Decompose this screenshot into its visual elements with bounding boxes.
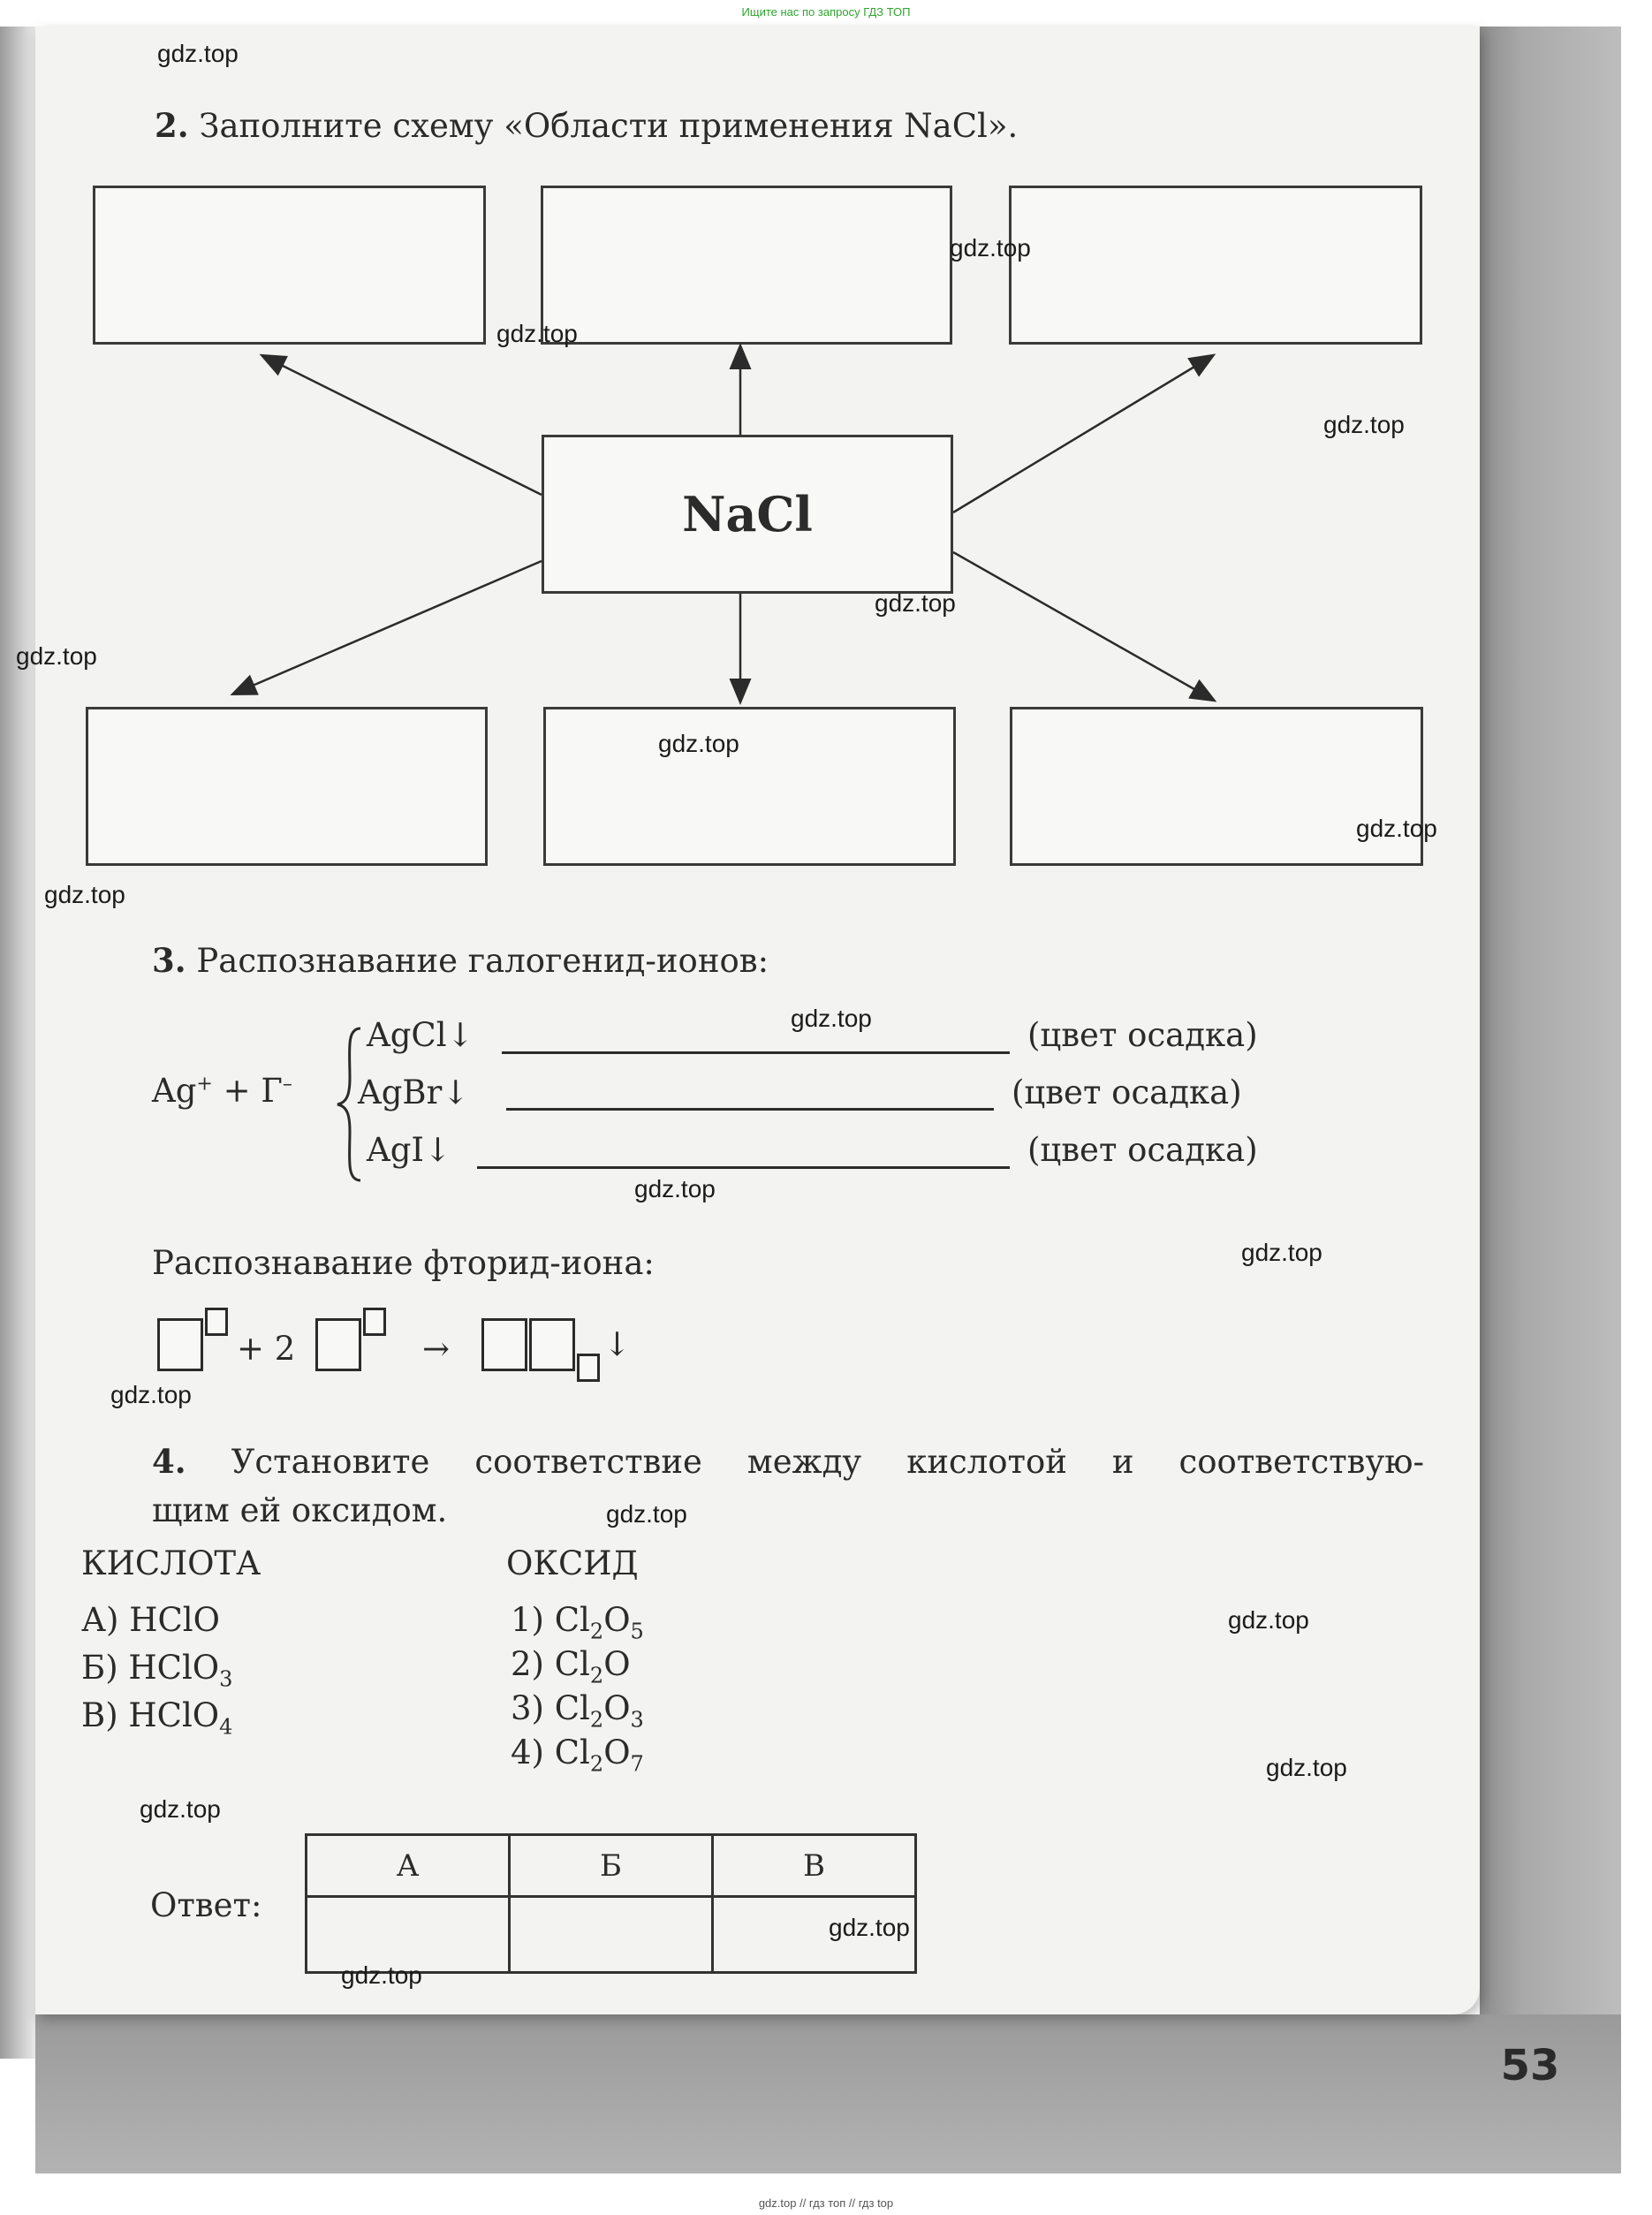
fluoride-title: Распознавание фторид-иона:: [152, 1244, 655, 1282]
oxide-4-s2: 7: [630, 1751, 644, 1777]
page-edge-bottom: [35, 2014, 1621, 2173]
halide-ion: Г: [261, 1072, 283, 1110]
oxide-3: [511, 1689, 644, 1732]
acid-c-label: В): [81, 1696, 118, 1734]
watermark: gdz.top: [1356, 815, 1437, 842]
oxide-3-a: Cl: [554, 1689, 590, 1727]
watermark: gdz.top: [496, 320, 578, 347]
watermark: gdz.top: [140, 1795, 221, 1823]
oxide-2-s1: 2: [589, 1663, 604, 1688]
oxide-3-s2: 3: [630, 1707, 644, 1733]
product-agbr: AgBr↓: [358, 1073, 470, 1111]
watermark: gdz.top: [157, 40, 239, 67]
watermark: gdz.top: [875, 589, 956, 617]
plus-sign: +: [223, 1072, 251, 1110]
col-oxide-header: ОКСИД: [506, 1544, 639, 1582]
acid-b: [81, 1649, 232, 1691]
eq-box-2[interactable]: [315, 1318, 361, 1371]
arrow-bottom-left: [234, 561, 542, 694]
oxide-4-s1: 2: [589, 1751, 604, 1777]
page-number: 53: [1500, 2041, 1560, 2090]
answer-header-a: А: [307, 1835, 510, 1897]
oxide-4-a: Cl: [554, 1733, 590, 1771]
scheme-arrows: [0, 0, 1652, 884]
eq-box-1-charge[interactable]: [205, 1308, 228, 1336]
oxide-3-b: O: [603, 1689, 631, 1727]
silver-ion-charge: +: [196, 1073, 213, 1096]
answer-label: Ответ:: [150, 1886, 262, 1924]
product-agcl: AgCl↓: [367, 1016, 474, 1054]
answer-header-b: Б: [510, 1835, 713, 1897]
oxide-1-label: 1): [511, 1601, 544, 1639]
oxide-3-label: 3): [511, 1689, 544, 1727]
task4-text-1: Установите соответствие между кислотой и соответствую-: [231, 1443, 1424, 1481]
col-acid-header: КИСЛОТА: [81, 1544, 261, 1582]
top-banner[interactable]: Ищите нас по запросу ГДЗ ТОП: [741, 5, 911, 19]
arrow-bottom-right: [953, 552, 1213, 700]
task2-text: Заполните схему «Области применения NaCl».: [199, 107, 1019, 145]
watermark: gdz.top: [1266, 1754, 1347, 1781]
eq-arrow: →: [422, 1330, 451, 1368]
oxide-1: [511, 1601, 644, 1643]
oxide-1-s2: 5: [630, 1619, 644, 1644]
oxide-4: [511, 1733, 644, 1776]
oxide-3-s1: 2: [589, 1707, 604, 1733]
watermark: gdz.top: [829, 1914, 910, 1941]
eq-plus-two: + 2: [237, 1330, 296, 1368]
oxide-2-b: O: [603, 1645, 631, 1683]
oxide-2-label: 2): [511, 1645, 544, 1683]
watermark: gdz.top: [658, 730, 739, 757]
task3-number: 3.: [152, 941, 186, 980]
answer-table: [305, 1833, 917, 1974]
task2-number: 2.: [155, 106, 189, 145]
watermark: gdz.top: [44, 881, 125, 908]
answer-cell-b[interactable]: [510, 1897, 713, 1973]
product-agi: AgI↓: [367, 1131, 452, 1169]
arrow-top-right: [953, 356, 1212, 512]
acid-c: [81, 1696, 232, 1739]
eq-box-4[interactable]: [529, 1318, 575, 1371]
footer-links[interactable]: gdz.top // гдз топ // гдз top: [758, 2196, 894, 2210]
eq-precipitate-arrow: ↓: [603, 1325, 632, 1363]
oxide-1-b: O: [603, 1601, 631, 1639]
oxide-1-s1: 2: [589, 1619, 604, 1644]
answer-header-row: [307, 1835, 916, 1897]
watermark: gdz.top: [1323, 411, 1405, 438]
acid-b-label: Б): [81, 1649, 118, 1687]
eq-box-3[interactable]: [481, 1318, 527, 1371]
acid-b-sub: 3: [219, 1666, 233, 1692]
task3-heading: [152, 941, 769, 980]
eq-box-1[interactable]: [157, 1318, 203, 1371]
watermark: gdz.top: [634, 1175, 716, 1202]
answer-header-c: В: [713, 1835, 916, 1897]
oxide-2: [511, 1645, 631, 1688]
eq-box-2-charge[interactable]: [363, 1308, 386, 1336]
hint-agi: (цвет осадка): [1027, 1131, 1258, 1169]
watermark: gdz.top: [791, 1005, 872, 1032]
acid-a-label: А): [81, 1601, 119, 1639]
answer-line-agcl[interactable]: [502, 1051, 1010, 1054]
answer-line-agbr[interactable]: [506, 1108, 994, 1111]
task4-text-2: щим ей оксидом.: [152, 1491, 448, 1529]
oxide-1-a: Cl: [554, 1601, 590, 1639]
watermark: gdz.top: [1228, 1606, 1309, 1634]
acid-b-formula: HClO: [128, 1649, 220, 1687]
acid-a-formula: HClO: [129, 1601, 220, 1639]
halide-ion-charge: –: [282, 1073, 292, 1096]
hint-agbr: (цвет осадка): [1012, 1073, 1242, 1111]
watermark: gdz.top: [341, 1961, 422, 1989]
acid-c-sub: 4: [219, 1714, 233, 1740]
arrow-top-left: [263, 356, 542, 495]
watermark: gdz.top: [110, 1381, 192, 1408]
watermark: gdz.top: [606, 1500, 687, 1528]
eq-box-4-index[interactable]: [577, 1354, 600, 1382]
task4-line1: [152, 1442, 1424, 1481]
oxide-4-label: 4): [511, 1733, 544, 1771]
acid-a: [81, 1601, 220, 1643]
answer-line-agi[interactable]: [477, 1166, 1010, 1169]
watermark: gdz.top: [1241, 1239, 1322, 1266]
reactants: [152, 1072, 292, 1110]
acid-c-formula: HClO: [128, 1696, 220, 1734]
hint-agcl: (цвет осадка): [1027, 1016, 1258, 1054]
task3-title: Распознавание галогенид-ионов:: [196, 942, 769, 980]
oxide-2-a: Cl: [554, 1645, 590, 1683]
oxide-4-b: O: [603, 1733, 631, 1771]
scheme-center-nacl: NaCl: [542, 435, 953, 594]
watermark: gdz.top: [16, 642, 97, 670]
watermark: gdz.top: [950, 234, 1031, 262]
silver-ion: Ag: [152, 1072, 197, 1110]
task4-number: 4.: [152, 1442, 186, 1481]
